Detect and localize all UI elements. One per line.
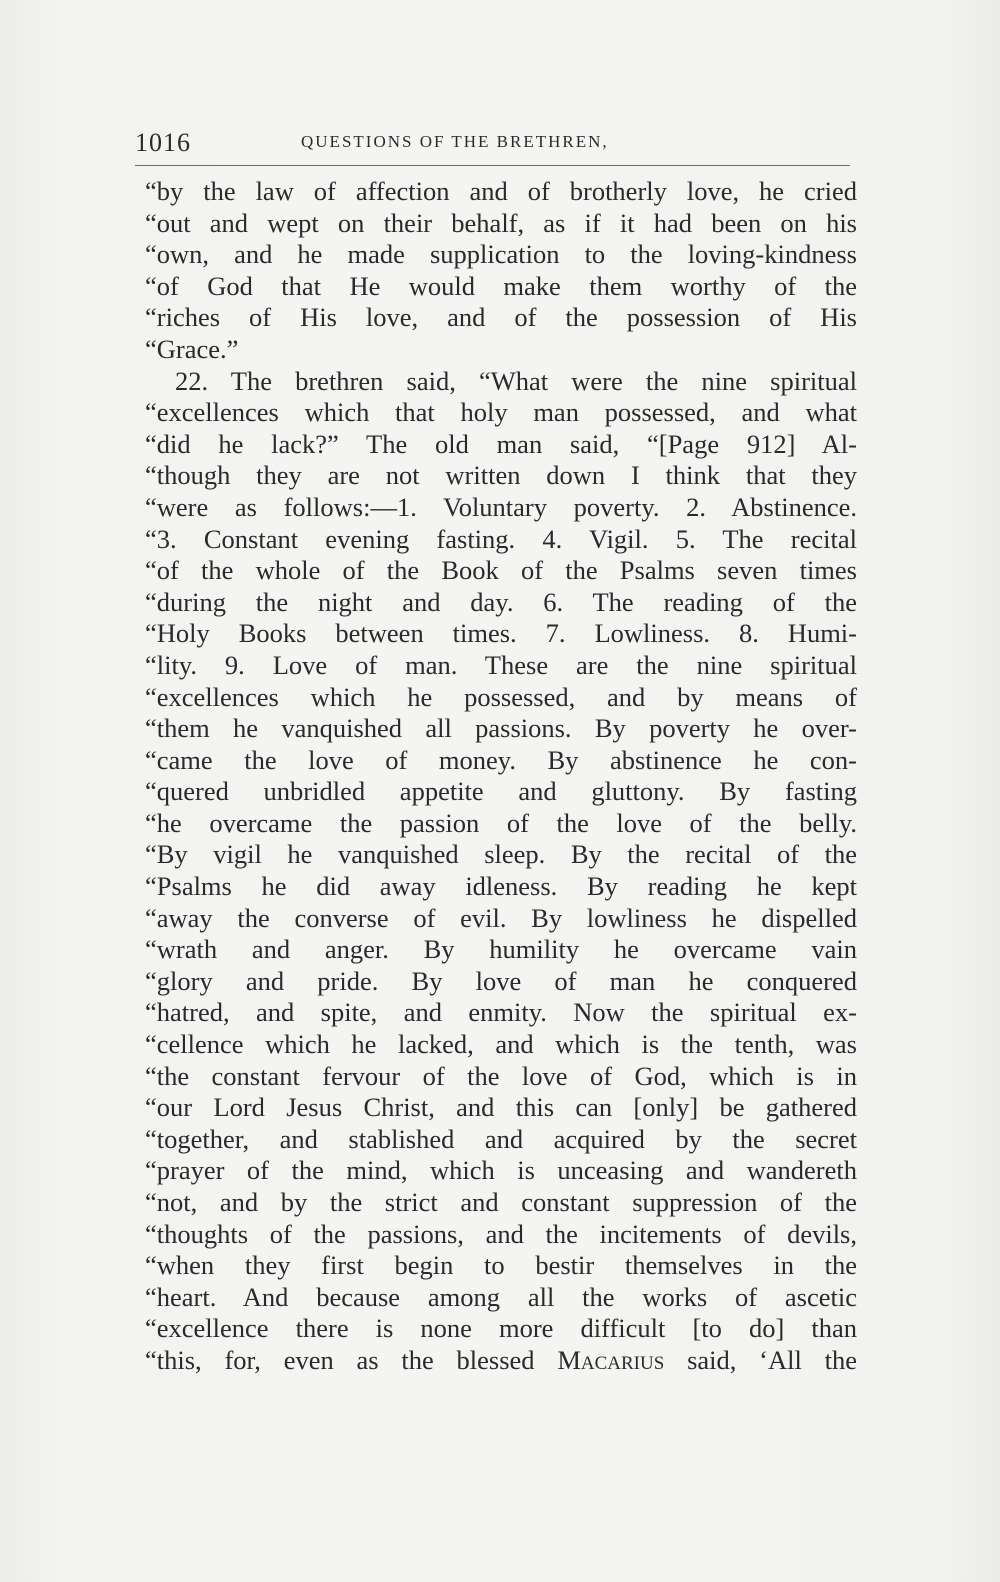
text-line: “them he vanquished all passions. By poverty he over-: [145, 713, 857, 744]
text-line: “thoughts of the passions, and the incitements of devils,: [145, 1218, 857, 1249]
text-line: “Psalms he did away idleness. By reading he kept: [145, 871, 857, 902]
text-line: “glory and pride. By love of man he conquered: [145, 965, 857, 996]
text-line: “were as follows:—1. Voluntary poverty. 2. Abstinence.: [145, 491, 857, 522]
text-line: “own, and he made supplication to the loving-kindness: [145, 239, 857, 270]
text-line: “Grace.”: [145, 333, 239, 364]
paragraph-start-line: 22. The brethren said, “What were the nine spiritual: [175, 365, 857, 396]
text-line: “excellence there is none more difficult [to do] than: [145, 1313, 857, 1344]
page-number: 1016: [135, 128, 191, 157]
text-line: “he overcame the passion of the love of the belly.: [145, 807, 857, 838]
text-line: “not, and by the strict and constant suppression of the: [145, 1187, 857, 1217]
text-line: “the constant fervour of the love of God, which is in: [145, 1060, 857, 1091]
text-line: “of God that He would make them worthy of the: [145, 270, 857, 301]
text-line: “wrath and anger. By humility he overcame vain: [145, 934, 857, 965]
text-line: “lity. 9. Love of man. These are the nine spiritual: [145, 649, 857, 680]
text-line: “cellence which he lacked, and which is the tenth, was: [145, 1029, 857, 1060]
text-line: “away the converse of evil. By lowliness he dispelled: [145, 902, 857, 933]
text-line: “out and wept on their behalf, as if it had been on his: [145, 207, 857, 238]
text-line: “hatred, and spite, and enmity. Now the spiritual ex-: [145, 997, 857, 1028]
text-line: “of the whole of the Book of the Psalms seven times: [145, 555, 857, 586]
text-line: “3. Constant evening fasting. 4. Vigil. 5. The recital: [145, 523, 857, 554]
final-text-line: [145, 1345, 857, 1377]
final-line-end: said, ‘All the: [664, 1344, 857, 1375]
text-line: “though they are not written down I think that they: [145, 460, 857, 491]
text-line: “when they first begin to bestir themselves in the: [145, 1250, 857, 1281]
text-line: “Holy Books between times. 7. Lowliness. 8. Humi-: [145, 618, 857, 649]
text-line: “came the love of money. By abstinence he con-: [145, 744, 857, 775]
text-line: “By vigil he vanquished sleep. By the recital of the: [145, 839, 857, 870]
text-line: “riches of His love, and of the possession of His: [145, 302, 857, 333]
header-rule: [135, 165, 850, 166]
text-line: “during the night and day. 6. The reading of the: [145, 586, 857, 617]
name-macarius: Macarius: [557, 1344, 665, 1375]
text-line: “quered unbridled appetite and gluttony. By fasting: [145, 776, 857, 807]
text-line: “together, and stablished and acquired by the secret: [145, 1123, 857, 1154]
text-line: “heart. And because among all the works of ascetic: [145, 1281, 857, 1312]
text-line: “by the law of affection and of brotherly love, he cried: [145, 176, 857, 206]
text-line: “our Lord Jesus Christ, and this can [only] be gathered: [145, 1092, 857, 1123]
body-text: [145, 176, 857, 1377]
text-line: “did he lack?” The old man said, “[Page 912] Al-: [145, 428, 857, 459]
final-line-start: “this, for, even as the blessed: [145, 1344, 558, 1375]
text-line: “excellences which he possessed, and by means of: [145, 681, 857, 712]
text-line: “excellences which that holy man possessed, and what: [145, 397, 857, 428]
text-line: “prayer of the mind, which is unceasing and wandereth: [145, 1155, 857, 1186]
running-head: [135, 128, 855, 162]
running-title: QUESTIONS OF THE BRETHREN,: [301, 132, 609, 151]
